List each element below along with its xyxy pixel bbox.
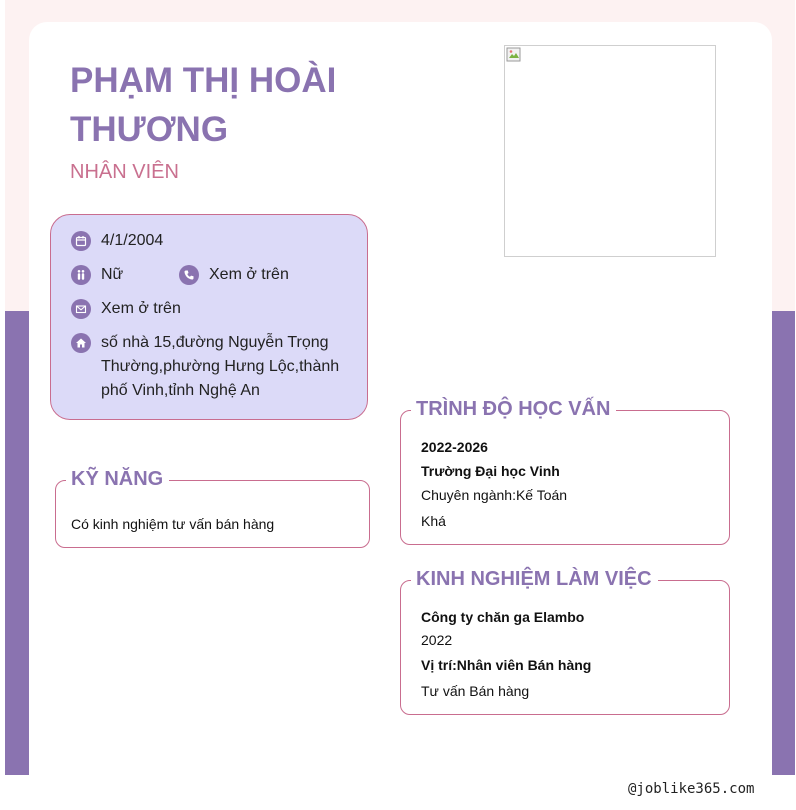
education-major: Chuyên ngành:Kế Toán [421, 487, 568, 503]
email-icon [71, 299, 91, 319]
contact-address [71, 331, 341, 403]
skills-section [55, 468, 370, 548]
calendar-icon [71, 231, 91, 251]
experience-position: Vị trí:Nhân viên Bán hàng [421, 657, 592, 673]
education-years: 2022-2026 [421, 439, 488, 455]
email-value: Xem ở trên [101, 300, 181, 317]
watermark-text: @joblike365.com [628, 781, 755, 797]
phone-value: Xem ở trên [209, 266, 289, 283]
experience-year: 2022 [421, 632, 453, 648]
experience-section [400, 568, 730, 715]
gender-icon [71, 265, 91, 285]
experience-title: KINH NGHIỆM LÀM VIỆC [411, 566, 658, 592]
profile-photo [504, 45, 716, 257]
contact-box [50, 214, 368, 420]
experience-description: Tư vấn Bán hàng [421, 683, 530, 699]
contact-gender [71, 263, 123, 287]
candidate-name: PHẠM THỊ HOÀI THƯƠNG [70, 61, 337, 149]
skills-title: KỸ NĂNG [66, 466, 169, 492]
contact-email [71, 297, 181, 321]
contact-phone [179, 263, 289, 287]
candidate-role: NHÂN VIÊN [70, 161, 179, 183]
contact-dob [71, 229, 163, 253]
education-grade: Khá [421, 513, 446, 529]
broken-image-icon [506, 47, 522, 63]
education-section [400, 398, 730, 545]
education-school: Trường Đại học Vinh [421, 463, 560, 479]
address-value: số nhà 15,đường Nguyễn Trọng Thường,phường Hưng Lộc,thành phố Vinh,tỉnh Nghệ An [101, 334, 340, 399]
skills-text: Có kinh nghiệm tư vấn bán hàng [71, 516, 275, 532]
phone-icon [179, 265, 199, 285]
dob-value: 4/1/2004 [101, 232, 164, 249]
experience-company: Công ty chăn ga Elambo [421, 609, 585, 625]
home-icon [71, 333, 91, 353]
education-title: TRÌNH ĐỘ HỌC VẤN [411, 396, 616, 422]
gender-value: Nữ [101, 266, 124, 283]
